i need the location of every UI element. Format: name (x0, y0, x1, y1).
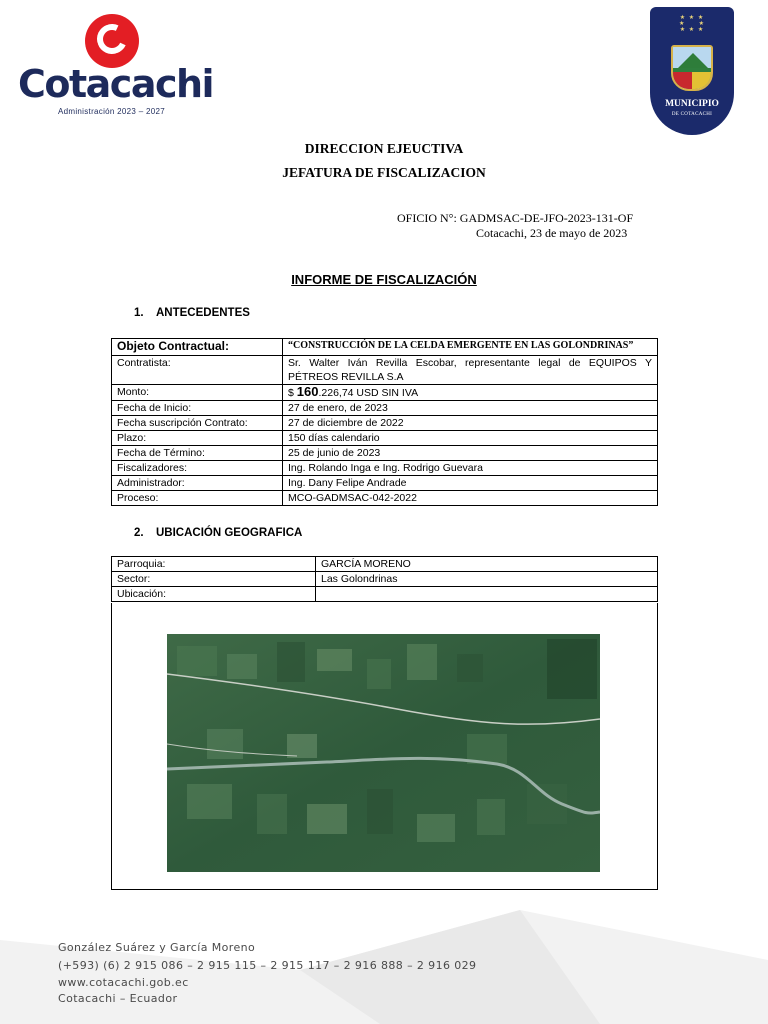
table-row (112, 476, 658, 491)
termino-label: Fecha de Término: (112, 446, 283, 461)
objeto-label: Objeto Contractual: (112, 339, 283, 356)
table-row (112, 491, 658, 506)
suscripcion-value: 27 de diciembre de 2022 (283, 416, 658, 431)
cotacachi-logo (18, 12, 218, 122)
section-title: UBICACIÓN GEOGRAFICA (156, 527, 303, 539)
footer-website[interactable]: www.cotacachi.gob.ec (58, 976, 189, 989)
inicio-label: Fecha de Inicio: (112, 401, 283, 416)
section-ubicacion-heading (134, 527, 302, 539)
section-title: ANTECEDENTES (156, 307, 250, 319)
fiscalizadores-value: Ing. Rolando Inga e Ing. Rodrigo Guevara (283, 461, 658, 476)
proceso-value: MCO-GADMSAC-042-2022 (283, 491, 658, 506)
table-row (112, 572, 658, 587)
table-row (112, 587, 658, 602)
oficio-number: OFICIO N°: GADMSAC-DE-JFO-2023-131-OF (397, 211, 634, 225)
table-row (112, 461, 658, 476)
monto-prefix: $ (288, 387, 297, 399)
document-date: Cotacachi, 23 de mayo de 2023 (476, 226, 628, 240)
contratista-label: Contratista: (112, 356, 283, 385)
table-row (112, 339, 658, 356)
logo-tagline: Administración 2023 – 2027 (58, 107, 165, 116)
table-row (112, 431, 658, 446)
plazo-value: 150 días calendario (283, 431, 658, 446)
table-row (112, 446, 658, 461)
monto-amount: 160 (296, 384, 319, 399)
parroquia-value: GARCÍA MORENO (316, 557, 658, 572)
monto-value (283, 385, 658, 401)
footer-address: González Suárez y García Moreno (58, 941, 256, 954)
section-number: 2. (134, 527, 144, 539)
fiscalizadores-label: Fiscalizadores: (112, 461, 283, 476)
parroquia-label: Parroquia: (112, 557, 316, 572)
table-row (112, 416, 658, 431)
inicio-value: 27 de enero, de 2023 (283, 401, 658, 416)
satellite-map-image (167, 634, 600, 872)
termino-value: 25 de junio de 2023 (283, 446, 658, 461)
footer-location: Cotacachi – Ecuador (58, 992, 178, 1005)
table-row (112, 385, 658, 401)
municipio-shield-logo (650, 7, 734, 135)
coat-of-arms-icon (671, 45, 713, 91)
ubicacion-table (111, 556, 658, 602)
table-row (112, 356, 658, 385)
sector-label: Sector: (112, 572, 316, 587)
administrador-label: Administrador: (112, 476, 283, 491)
sector-value: Las Golondrinas (316, 572, 658, 587)
contratista-value: Sr. Walter Iván Revilla Escobar, representante legal de EQUIPOS Y PÉTREOS REVILLA S.A (283, 356, 658, 385)
antecedentes-table (111, 338, 658, 506)
jefatura-heading: JEFATURA DE FISCALIZACION (282, 165, 486, 180)
administrador-value: Ing. Dany Felipe Andrade (283, 476, 658, 491)
municipio-subtitle: DE COTACACHI (671, 112, 713, 117)
table-row (112, 557, 658, 572)
report-title: INFORME DE FISCALIZACIÓN (291, 272, 477, 287)
monto-rest: .226,74 USD SIN IVA (318, 387, 419, 399)
section-antecedentes-heading (134, 307, 250, 319)
ubicacion-label: Ubicación: (112, 587, 316, 602)
stars-icon: ★ ★ ★ ★ ★ ★ ★ ★ (678, 15, 706, 33)
municipio-title: MUNICIPIO (665, 99, 719, 109)
logo-wordmark: Cotacachi (18, 62, 214, 106)
footer-phones: (+593) (6) 2 915 086 – 2 915 115 – 2 915 117 – 2 916 888 – 2 916 029 (58, 959, 477, 972)
section-number: 1. (134, 307, 144, 319)
plazo-label: Plazo: (112, 431, 283, 446)
monto-label: Monto: (112, 385, 283, 401)
direccion-heading: DIRECCION EJEUCTIVA (304, 141, 464, 156)
proceso-label: Proceso: (112, 491, 283, 506)
suscripcion-label: Fecha suscripción Contrato: (112, 416, 283, 431)
objeto-value: “CONSTRUCCIÓN DE LA CELDA EMERGENTE EN LAS GOLONDRINAS” (283, 339, 658, 356)
ubicacion-value (316, 587, 658, 602)
table-row (112, 401, 658, 416)
